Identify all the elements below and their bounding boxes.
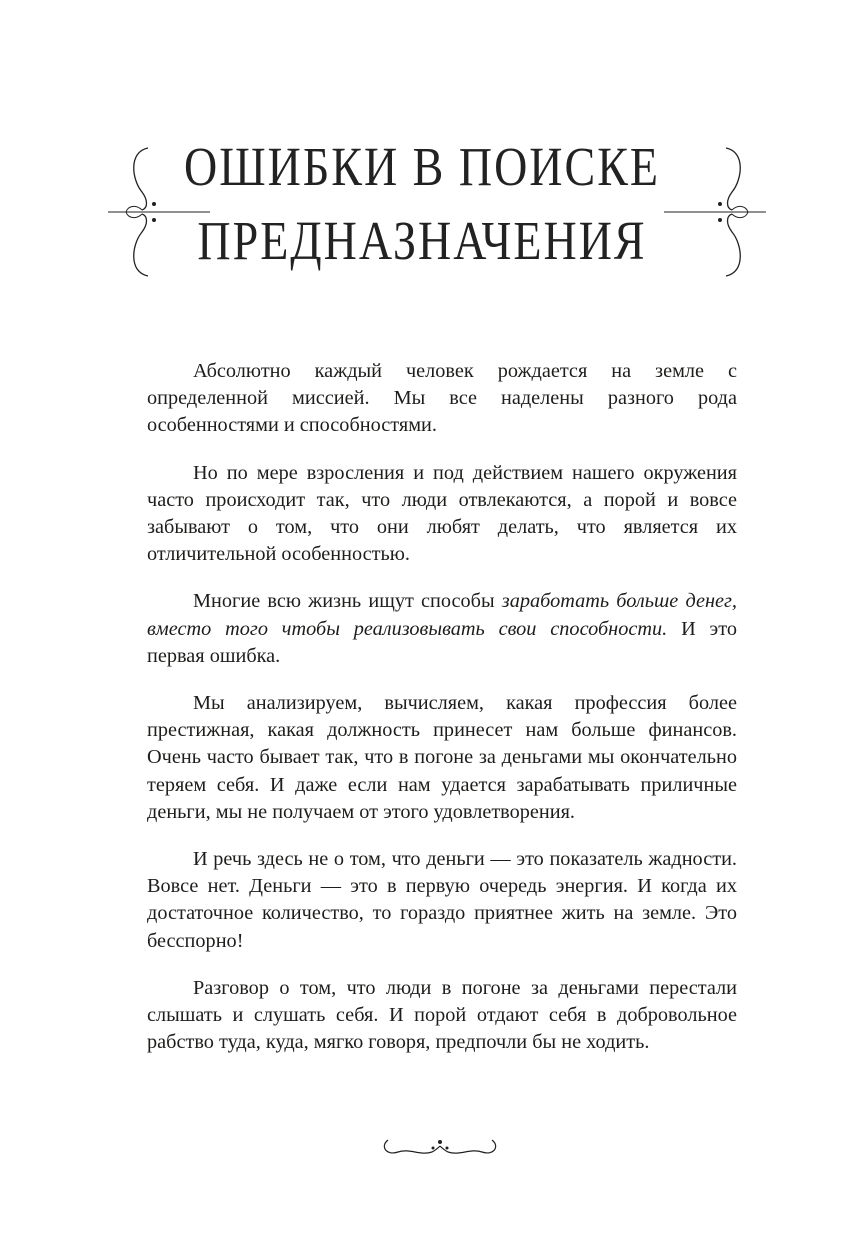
paragraph-3-tail: И это первая ошибка. — [147, 617, 737, 667]
paragraph-5: И речь здесь не о том, что деньги — это показатель жадности. Вовсе нет. Деньги — это в первую очередь энергия. И когда их достаточное количество, то гораздо приятнее жить на земле. Это бесспорно! — [147, 848, 737, 952]
paragraph-3-lead: Многие всю жизнь ищут способы — [193, 590, 502, 613]
heading-line-2: ПРЕДНАЗНАЧЕНИЯ — [197, 209, 647, 272]
paragraph-1: Абсолютно каждый человек рождается на земле с определенной миссией. Мы все наделены разного рода особенностями и способностями. — [147, 360, 737, 437]
right-bracket-ornament — [664, 130, 774, 295]
paragraph-3 — [147, 588, 737, 670]
paragraph-3-italic: заработать больше денег, вместо того чтобы реализовывать свои способности. — [147, 590, 737, 640]
paragraph-2: Но по мере взросления и под действием нашего окружения часто происходит так, что люди отвлекаются, а порой и вовсе забывают о том, что они любят делать, что является их отличительной особенностью. — [147, 461, 737, 566]
paragraph-4: Мы анализируем, вычисляем, какая профессия более престижная, какая должность принесет нам больше финансов. Очень часто бывает так, что в погоне за деньгами мы окончательно теряем себя. И даже если нам удается зарабатывать приличные деньги, мы не получаем от этого удовлетворения. — [147, 692, 737, 823]
body-text — [147, 358, 737, 1076]
heading-line-1: ОШИБКИ В ПОИСКЕ — [184, 135, 660, 198]
paragraph-6: Разговор о том, что люди в погоне за деньгами перестали слышать и слушать себя. И порой отдают себя в добровольное рабство туда, куда, мягко говоря, предпочли бы не ходить. — [147, 976, 737, 1054]
end-flourish-ornament — [380, 1130, 500, 1164]
chapter-heading — [0, 130, 844, 295]
